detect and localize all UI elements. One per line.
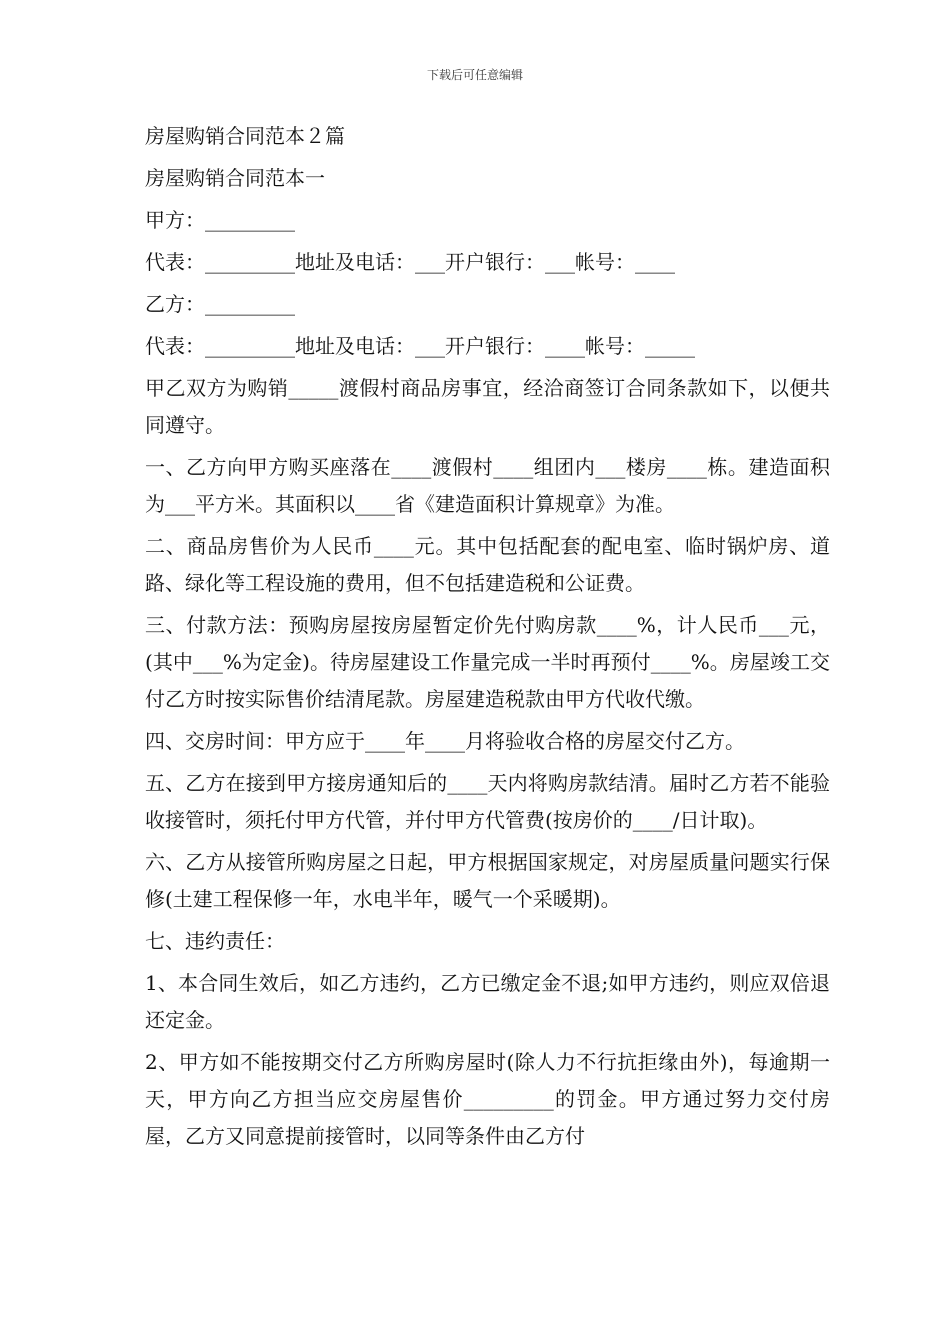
- party-a-representative-line: 代表：_________地址及电话：___开户银行：___帐号：____: [145, 250, 675, 274]
- clause-6: 六、乙方从接管所购房屋之日起，甲方根据国家规定，对房屋质量问题实行保修(土建工程保修一年，水电半年，暖气一个采暖期)。: [145, 850, 830, 911]
- clause-7-item-1: 1、本合同生效后，如乙方违约，乙方已缴定金不退;如甲方违约，则应双倍退还定金。: [145, 971, 830, 1032]
- clause-3: 三、付款方法：预购房屋按房屋暂定价先付购房款____%，计人民币___元，(其中___%为定金)。待房屋建设工作量完成一半时再预付____%。房屋竣工交付乙方时按实际售价结清尾款。房屋建造税款由甲方代收代缴。: [145, 613, 830, 711]
- clause-1: 一、乙方向甲方购买座落在____渡假村____组团内___楼房____栋。建造面积为___平方米。其面积以____省《建造面积计算规章》为准。: [145, 455, 830, 516]
- party-a-line: 甲方：_________: [145, 208, 295, 232]
- document-body: [145, 118, 830, 1155]
- preamble-paragraph: 甲乙双方为购销_____渡假村商品房事宜，经洽商签订合同条款如下，以便共同遵守。: [145, 376, 830, 437]
- page-header: 下载后可任意编辑: [426, 68, 523, 82]
- party-b-line: 乙方：_________: [145, 292, 295, 316]
- document-title: 房屋购销合同范本２篇: [145, 124, 345, 148]
- clause-2: 二、商品房售价为人民币____元。其中包括配套的配电室、临时锅炉房、道路、绿化等工程设施的费用，但不包括建造税和公证费。: [145, 534, 830, 595]
- section-heading: 房屋购销合同范本一: [145, 166, 325, 190]
- clause-7-heading: 七、违约责任：: [145, 929, 285, 953]
- clause-4: 四、交房时间：甲方应于____年____月将验收合格的房屋交付乙方。: [145, 729, 745, 753]
- party-b-representative-line: 代表：_________地址及电话：___开户银行：____帐号：_____: [145, 334, 695, 358]
- clause-7-item-2: 2、甲方如不能按期交付乙方所购房屋时(除人力不行抗拒缘由外)，每逾期一天，甲方向乙方担当应交房屋售价_________的罚金。甲方通过努力交付房屋，乙方又同意提前接管时，以同等条件由乙方付: [145, 1050, 830, 1148]
- clause-5: 五、乙方在接到甲方接房通知后的____天内将购房款结清。届时乙方若不能验收接管时，须托付甲方代管，并付甲方代管费(按房价的____/日计取)。: [145, 771, 830, 832]
